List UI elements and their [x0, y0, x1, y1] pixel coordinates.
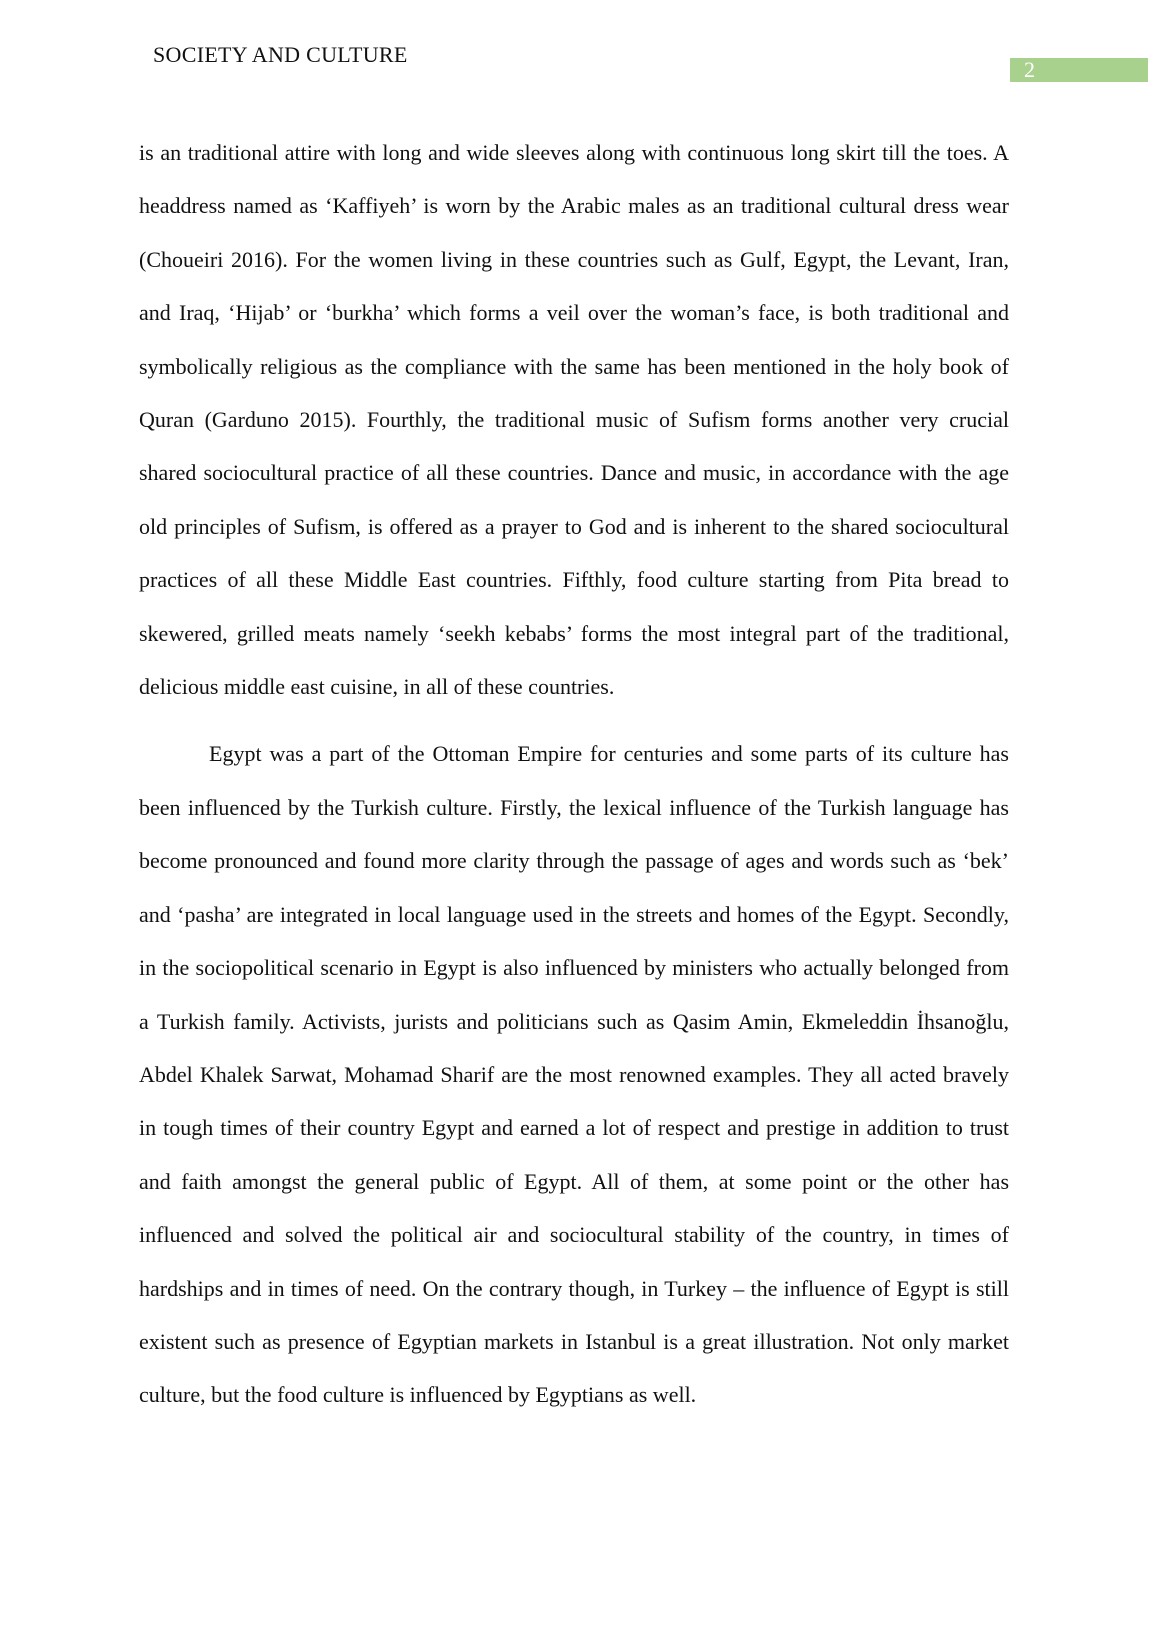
- paragraph-2: Egypt was a part of the Ottoman Empire for centuries and some parts of its culture has been influenced by the Turkish culture. Firstly, the lexical influence of the Turkish language has become pronounced and found more clarity through the passage of ages and words such as ‘bek’ and ‘pasha’ are integrated in local language used in the streets and homes of the Egypt. Secondly, in the sociopolitical scenario in Egypt is also influenced by ministers who actually belonged from a Turkish family. Activists, jurists and politicians such as Qasim Amin, Ekmeleddin İhsanoğlu, Abdel Khalek Sarwat, Mohamad Sharif are the most renowned examples. They all acted bravely in tough times of their country Egypt and earned a lot of respect and prestige in addition to trust and faith amongst the general public of Egypt. All of them, at some point or the other has influenced and solved the political air and sociocultural stability of the country, in times of hardships and in times of need. On the contrary though, in Turkey – the influence of Egypt is still existent such as presence of Egyptian markets in Istanbul is a great illustration. Not only market culture, but the food culture is influenced by Egyptians as well.: [139, 741, 1009, 1408]
- running-head: SOCIETY AND CULTURE: [153, 42, 408, 67]
- page-number-badge: [1010, 58, 1148, 82]
- page-number: 2: [1024, 57, 1035, 82]
- body-text: [139, 126, 1009, 1422]
- paragraph-1: is an traditional attire with long and wide sleeves along with continuous long skirt till the toes. A headdress named as ‘Kaffiyeh’ is worn by the Arabic males as an traditional cultural dress wear (Choueiri 2016). For the women living in these countries such as Gulf, Egypt, the Levant, Iran, and Iraq, ‘Hijab’ or ‘burkha’ which forms a veil over the woman’s face, is both traditional and symbolically religious as the compliance with the same has been mentioned in the holy book of Quran (Garduno 2015). Fourthly, the traditional music of Sufism forms another very crucial shared sociocultural practice of all these countries. Dance and music, in accordance with the age old principles of Sufism, is offered as a prayer to God and is inherent to the shared sociocultural practices of all these Middle East countries. Fifthly, food culture starting from Pita bread to skewered, grilled meats namely ‘seekh kebabs’ forms the most integral part of the traditional, delicious middle east cuisine, in all of these countries.: [139, 140, 1009, 700]
